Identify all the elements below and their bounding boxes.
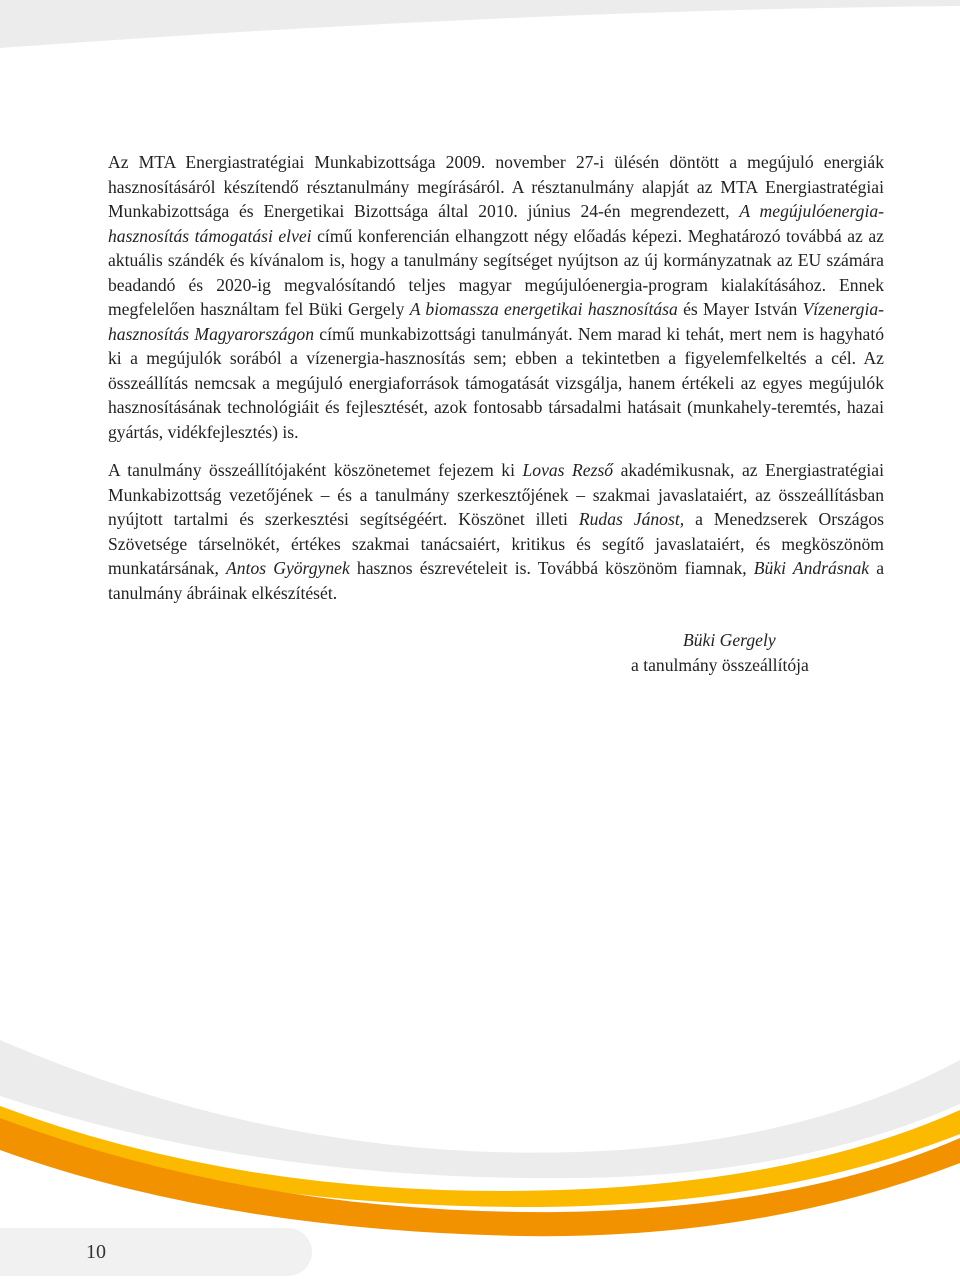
top-decoration bbox=[0, 0, 960, 80]
italic-text-run: Rudas Jánost, bbox=[578, 509, 685, 529]
text-run: Az MTA Energiastratégiai Munkabizottsága 2009. november 27-i ülésén döntött a megújuló energiák hasznosításáról készítendő résztanulmány megírásáról. A résztanulmány alapját az MTA Energiastratégiai Munkabizottsága és Energetikai Bizottsága által 2010. június 24-én megrendezett, bbox=[108, 152, 884, 221]
italic-text-run: A megújulóenergia-hasznosítás támogatási elvei bbox=[108, 201, 884, 246]
italic-text-run: Büki Andrásnak bbox=[753, 558, 870, 578]
paragraph-acknowledgements bbox=[108, 458, 884, 605]
page-number-tab bbox=[0, 1228, 312, 1276]
text-run: a tanulmány ábráinak elkészítését. bbox=[108, 558, 885, 603]
italic-text-run: Antos Györgynek bbox=[226, 558, 350, 578]
text-run: a Menedzserek Országos Szövetsége társelnökét, értékes szakmai tanácsaiért, kritikus és segítő javaslataiért, és megköszönöm munkatársának, bbox=[108, 509, 885, 578]
text-run: A tanulmány összeállítójaként köszönetemet fejezem ki bbox=[108, 460, 523, 480]
signature-name: Büki Gergely bbox=[683, 630, 776, 650]
italic-text-run: A biomassza energetikai hasznosítása bbox=[409, 299, 678, 319]
text-run: című munkabizottsági tanulmányát. Nem marad ki tehát, mert nem is hagyható ki a megújulók sorából a vízenergia-hasznosítás sem; ebben a tekintetben a figyelemfelkeltés a cél. Az összeállítás nemcsak a megújuló energiaforrások támogatását vizsgálja, hanem értékeli az egyes megújulók hasznosításának technológiáit és fejlesztését, azok fontosabb társadalmi hatásait (munkahely-teremtés, hazai gyártás, vidékfejlesztés) is. bbox=[108, 323, 885, 442]
paragraph-intro bbox=[108, 150, 884, 444]
text-run: és Mayer István bbox=[677, 299, 803, 319]
italic-text-run: Vízenergia-hasznosítás Magyarországon bbox=[108, 299, 884, 344]
text-run: akadémikusnak, az Energiastratégiai Munkabizottság vezetőjének – és a tanulmány szerkesztőjének – szakmai javaslataiért, az összeállításban nyújtott tartalmi és szerkesztési segítségéért. Köszönet illeti bbox=[108, 460, 884, 529]
text-run: hasznos észrevételeit is. Továbbá köszönöm fiamnak, bbox=[349, 558, 754, 578]
signature-block bbox=[631, 628, 809, 677]
body-text bbox=[108, 150, 884, 605]
italic-text-run: Lovas Rezső bbox=[522, 460, 614, 480]
page-number: 10 bbox=[86, 1241, 106, 1263]
text-run: című konferencián elhangzott négy előadás képezi. Meghatározó továbbá az az aktuális szándék és kívánalom is, hogy a tanulmány segítséget nyújtson az új kormányzatnak az EU számára beadandó és 2020-ig megvalósítandó teljes magyar megújulóenergia-program kialakításához. Ennek megfelelően használtam fel Büki Gergely bbox=[108, 225, 884, 319]
signature-role: a tanulmány összeállítója bbox=[631, 654, 809, 675]
